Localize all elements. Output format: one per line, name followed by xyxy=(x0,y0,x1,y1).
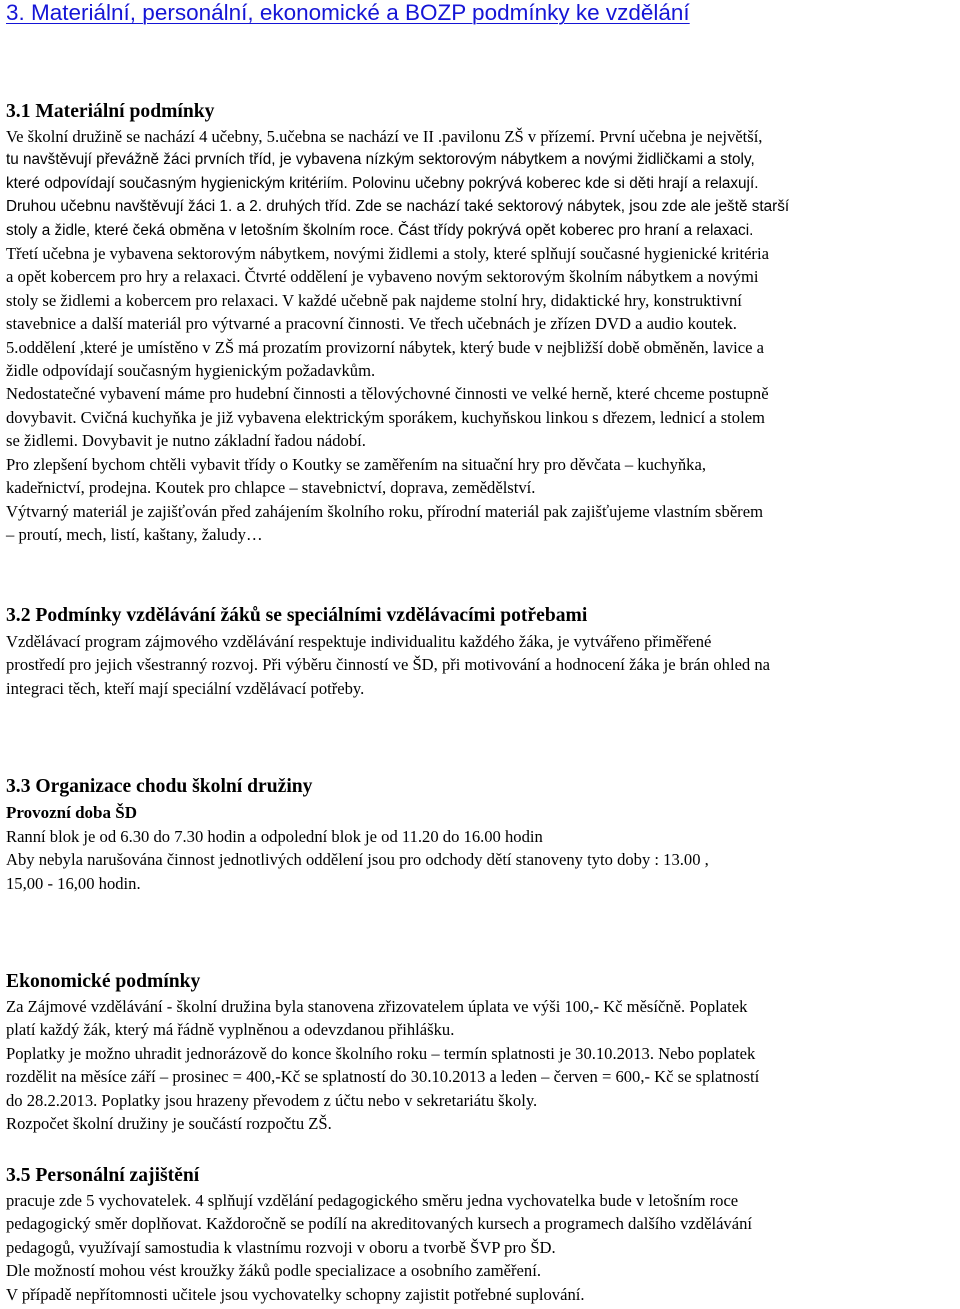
paragraph-line: integraci těch, kteří mají speciální vzdělávací potřeby. xyxy=(6,678,365,698)
paragraph-line: Třetí učebna je vybavena sektorovým nábytkem, novými židlemi a stoly, které splňují současné hygienické kritéria xyxy=(6,244,769,264)
paragraph-line: Pro zlepšení bychom chtěli vybavit třídy o Koutky se zaměřením na situační hry pro děvčata – kuchyňka, xyxy=(6,454,706,474)
section-special-needs-body xyxy=(6,630,960,700)
section-organization xyxy=(6,775,960,799)
paragraph-line: Ve školní družině se nachází 4 učebny, 5.učebna se nachází ve II .pavilonu ZŠ v přízemí. První učebna je největší, xyxy=(6,127,763,146)
paragraph-line: – proutí, mech, listí, kaštany, žaludy… xyxy=(6,524,263,544)
paragraph-line: Poplatky je možno uhradit jednorázově do konce školního roku – termín splatnosti je 30.10.2013. Nebo poplatek xyxy=(6,1043,756,1063)
paragraph-line: Rozpočet školní družiny je součástí rozpočtu ZŠ. xyxy=(6,1114,332,1134)
paragraph-line: Aby nebyla narušována činnost jednotlivých oddělení jsou pro odchody dětí stanoveny tyto doby : 13.00 , xyxy=(6,850,709,870)
paragraph-line: pedagogů, využívají samostudia k vlastnímu rozvoji v oboru a tvorbě ŠVP pro ŠD. xyxy=(6,1237,556,1257)
section-material-body xyxy=(6,125,960,546)
paragraph-line: pracuje zde 5 vychovatelek. 4 splňují vzdělání pedagogického směru jedna vychovatelka bude v letošním roce xyxy=(6,1191,739,1210)
paragraph-line: 15,00 - 16,00 hodin. xyxy=(6,873,141,893)
paragraph-line: stoly se židlemi a kobercem pro relaxaci. V každé učebně pak najdeme stolní hry, didaktické hry, konstruktivní xyxy=(6,290,742,310)
section-heading: 3.5 Personální zajištění xyxy=(6,1165,200,1186)
paragraph-line: platí každý žák, který má řádně vyplněnou a odevzdanou přihlášku. xyxy=(6,1020,455,1040)
section-material xyxy=(6,100,960,124)
paragraph-line: stoly a židle, které čeká obměna v letošním školním roce. Část třídy pokrývá opět koberec pro hraní a relaxaci. xyxy=(6,221,754,239)
section-heading: 3.1 Materiální podmínky xyxy=(6,101,215,122)
section-economic xyxy=(6,970,960,994)
section-organization-body xyxy=(6,825,960,895)
paragraph-line: stavebnice a další materiál pro výtvarné a pracovní činnosti. Ve třech učebnách je zřízen DVD a audio koutek. xyxy=(6,314,737,334)
section-special-needs xyxy=(6,604,960,628)
paragraph-line: rozdělit na měsíce září – prosinec = 400,-Kč se splatností do 30.10.2013 a leden – červen = 600,- Kč se splatností xyxy=(6,1067,760,1087)
paragraph-line: dovybavit. Cvičná kuchyňka je již vybavena elektrickým sporákem, kuchyňskou linkou s dřezem, lednicí a stolem xyxy=(6,407,765,427)
paragraph-line: 5.oddělení ,které je umístěno v ZŠ má prozatím provizorní nábytek, který bude v nejbližší době obměněn, lavice a xyxy=(6,337,765,357)
section-organization-subheading xyxy=(6,801,960,824)
paragraph-line: V případě nepřítomnosti učitele jsou vychovatelky schopny zajistit potřebné suplování. xyxy=(6,1284,585,1304)
page-title: 3. Materiální, personální, ekonomické a BOZP podmínky ke vzdělání xyxy=(6,0,690,25)
paragraph-line: Druhou učebnu navštěvují žáci 1. a 2. druhých tříd. Zde se nachází také sektorový nábytek, jsou zde ale ještě starší xyxy=(6,198,790,216)
paragraph-line: kadeřnictví, prodejna. Koutek pro chlapce – stavebnictví, doprava, zemědělství. xyxy=(6,478,536,498)
section-heading: Ekonomické podmínky xyxy=(6,971,201,992)
section-economic-body xyxy=(6,995,960,1135)
operating-hours-heading: Provozní doba ŠD xyxy=(6,803,137,822)
paragraph-line: a opět kobercem pro hry a relaxaci. Čtvrté oddělení je vybaveno novým sektorovým školním nábytkem a novými xyxy=(6,267,759,287)
paragraph-line: se židlemi. Dovybavit je nutno základní řadou nádobí. xyxy=(6,431,366,451)
section-personnel xyxy=(6,1164,960,1188)
section-heading: 3.2 Podmínky vzdělávání žáků se speciálními vzdělávacími potřebami xyxy=(6,605,588,626)
paragraph-line: Výtvarný materiál je zajišťován před zahájením školního roku, přírodní materiál pak zajišťujeme vlastním sběrem xyxy=(6,501,763,521)
paragraph-line: pedagogický směr doplňovat. Každoročně se podílí na akreditovaných kursech a programech dalšího vzdělávání xyxy=(6,1214,752,1234)
paragraph-line: Vzdělávací program zájmového vzdělávání respektuje individualitu každého žáka, je vytvářeno přiměřené xyxy=(6,632,712,651)
paragraph-line: do 28.2.2013. Poplatky jsou hrazeny převodem z účtu nebo v sekretariátu školy. xyxy=(6,1090,538,1110)
paragraph-line: Ranní blok je od 6.30 do 7.30 hodin a odpolední blok je od 11.20 do 16.00 hodin xyxy=(6,827,543,846)
paragraph-line: tu navštěvují převážně žáci prvních tříd, je vybavena nízkým sektorovým nábytkem a novými židličkami a stoly, xyxy=(6,151,755,169)
section-personnel-body xyxy=(6,1189,960,1306)
paragraph-line: Dle možností mohou vést kroužky žáků podle specializace a osobního zaměření. xyxy=(6,1261,541,1281)
paragraph-line: Nedostatečné vybavení máme pro hudební činnosti a tělovýchovné činnosti ve velké herně, které chceme postupně xyxy=(6,384,769,404)
paragraph-line: Za Zájmové vzdělávání - školní družina byla stanovena zřizovatelem úplata ve výši 100,- Kč měsíčně. Poplatek xyxy=(6,997,748,1016)
section-heading: 3.3 Organizace chodu školní družiny xyxy=(6,776,313,797)
paragraph-line: prostředí pro jejich všestranný rozvoj. Při výběru činností ve ŠD, při motivování a hodnocení žáka je brán ohled na xyxy=(6,655,771,675)
paragraph-line: židle odpovídají současným hygienickým požadavkům. xyxy=(6,361,376,381)
paragraph-line: které odpovídají současným hygienickým kritériím. Polovinu učebny pokrývá koberec kde si děti hrají a relaxují. xyxy=(6,174,759,192)
